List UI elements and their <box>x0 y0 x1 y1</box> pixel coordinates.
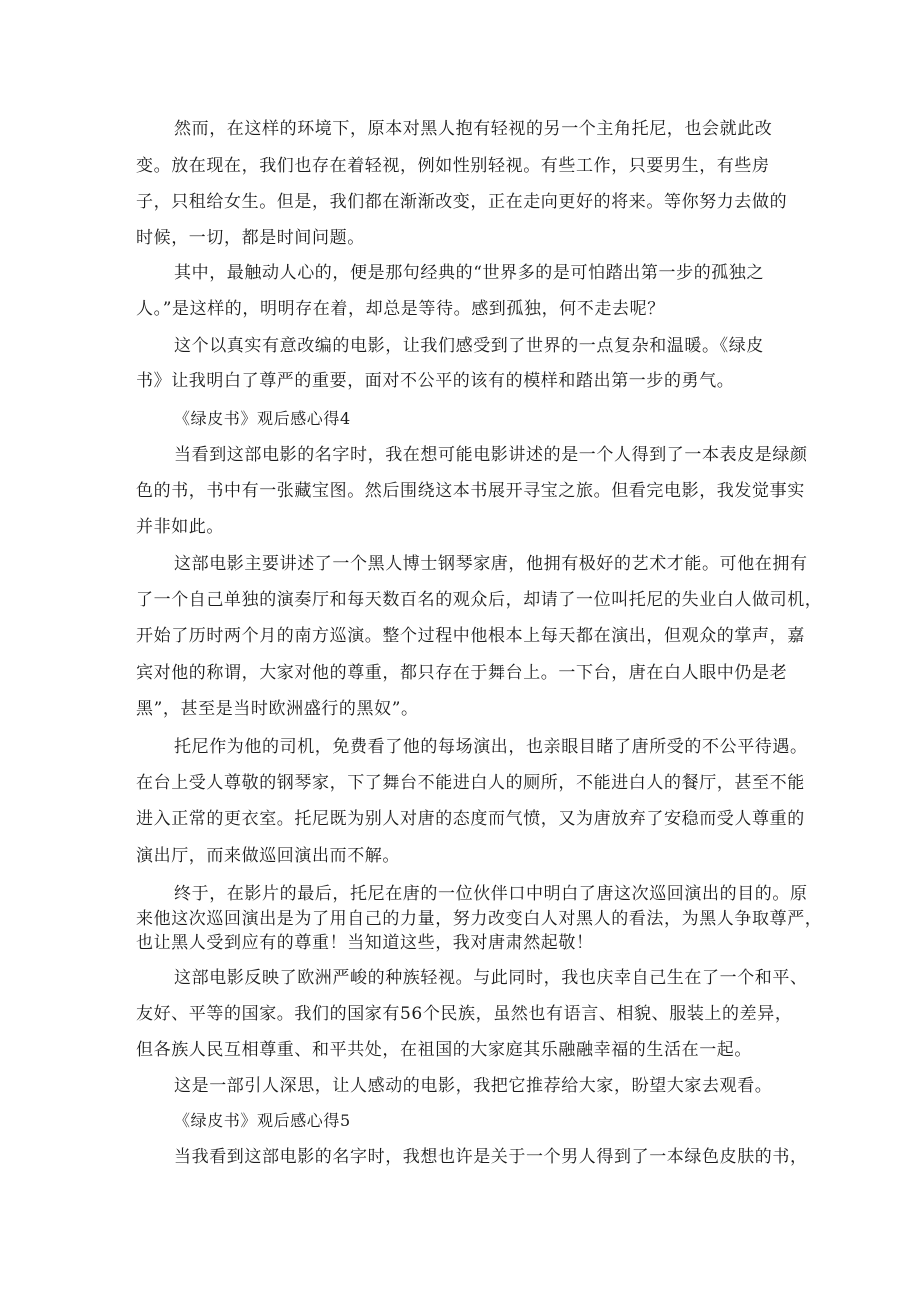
text-line: 子，只租给女生。但是，我们都在渐渐改变，正在走向更好的将来。等你努力去做的 <box>136 192 788 212</box>
text-line: 终于，在影片的最后，托尼在唐的一位伙伴口中明白了唐这次巡回演出的目的。原 <box>174 884 808 904</box>
text-line: 在台上受人尊敬的钢琴家，下了舞台不能进白人的厕所，不能进白人的餐厅，甚至不能 <box>136 773 805 793</box>
text-line: 演出厅，而来做巡回演出而不解。 <box>136 846 400 866</box>
text-line: 色的书，书中有一张藏宝图。然后围绕这本书展开寻宝之旅。但看完电影，我发觉事实 <box>136 481 805 501</box>
text-line: 这个以真实有意改编的电影，让我们感受到了世界的一点复杂和温暖。《绿皮 <box>174 336 764 356</box>
text-line: 变。放在现在，我们也存在着轻视，例如性别轻视。有些工作，只要男生，有些房 <box>136 156 770 176</box>
text-line: 并非如此。 <box>136 517 224 537</box>
text-line: 黑”，甚至是当时欧洲盛行的黑奴”。 <box>136 699 419 719</box>
text-line: 了一个自己单独的演奏厅和每天数百名的观众后，却请了一位叫托尼的失业白人做司机， <box>136 590 823 610</box>
text-line: 开始了历时两个月的南方巡演。整个过程中他根本上每天都在演出，但观众的掌声，嘉 <box>136 626 805 646</box>
text-line: 来他这次巡回演出是为了用自己的力量，努力改变白人对黑人的看法，为黑人争取尊严， <box>136 909 823 929</box>
text-line: 宾对他的称谓，大家对他的尊重，都只存在于舞台上。一下台，唐在白人眼中仍是老 <box>136 663 788 683</box>
text-line: 书》让我明白了尊严的重要，面对不公平的该有的模样和踏出第一步的勇气。 <box>136 371 735 391</box>
text-line: 托尼作为他的司机，免费看了他的每场演出，也亲眼目睹了唐所受的不公平待遇。 <box>174 737 808 757</box>
section-heading: 《绿皮书》观后感心得5 <box>174 1111 351 1130</box>
text-line: 这部电影反映了欧洲严峻的种族轻视。与此同时，我也庆幸自己生在了一个和平、 <box>174 968 808 988</box>
text-line: 当看到这部电影的名字时，我在想可能电影讲述的是一个人得到了一本表皮是绿颜 <box>174 445 808 465</box>
text-line: 也让黑人受到应有的尊重！当知道这些，我对唐肃然起敬！ <box>136 933 594 953</box>
text-line: 时候，一切，都是时间问题。 <box>136 228 365 248</box>
text-line: 人。”是这样的，明明存在着，却总是等待。感到孤独，何不走去呢？ <box>136 299 665 319</box>
text-line: 这部电影主要讲述了一个黑人博士钢琴家唐，他拥有极好的艺术才能。可他在拥有 <box>174 554 808 574</box>
text-line: 这是一部引人深思，让人感动的电影，我把它推荐给大家，盼望大家去观看。 <box>174 1076 773 1096</box>
text-line: 但各族人民互相尊重、和平共处，在祖国的大家庭其乐融融幸福的生活在一起。 <box>136 1040 752 1060</box>
text-line: 当我看到这部电影的名字时，我想也许是关于一个男人得到了一本绿色皮肤的书， <box>174 1147 808 1167</box>
section-heading: 《绿皮书》观后感心得4 <box>174 409 351 428</box>
text-line: 其中，最触动人心的，便是那句经典的“世界多的是可怕踏出第一步的孤独之 <box>174 263 765 283</box>
text-line: 进入正常的更衣室。托尼既为别人对唐的态度而气愤，又为唐放弃了安稳而受人尊重的 <box>136 809 805 829</box>
text-line: 友好、平等的国家。我们的国家有56个民族，虽然也有语言、相貌、服装上的差异， <box>136 1004 793 1024</box>
text-line: 然而，在这样的环境下，原本对黑人抱有轻视的另一个主角托尼，也会就此改 <box>174 119 773 139</box>
